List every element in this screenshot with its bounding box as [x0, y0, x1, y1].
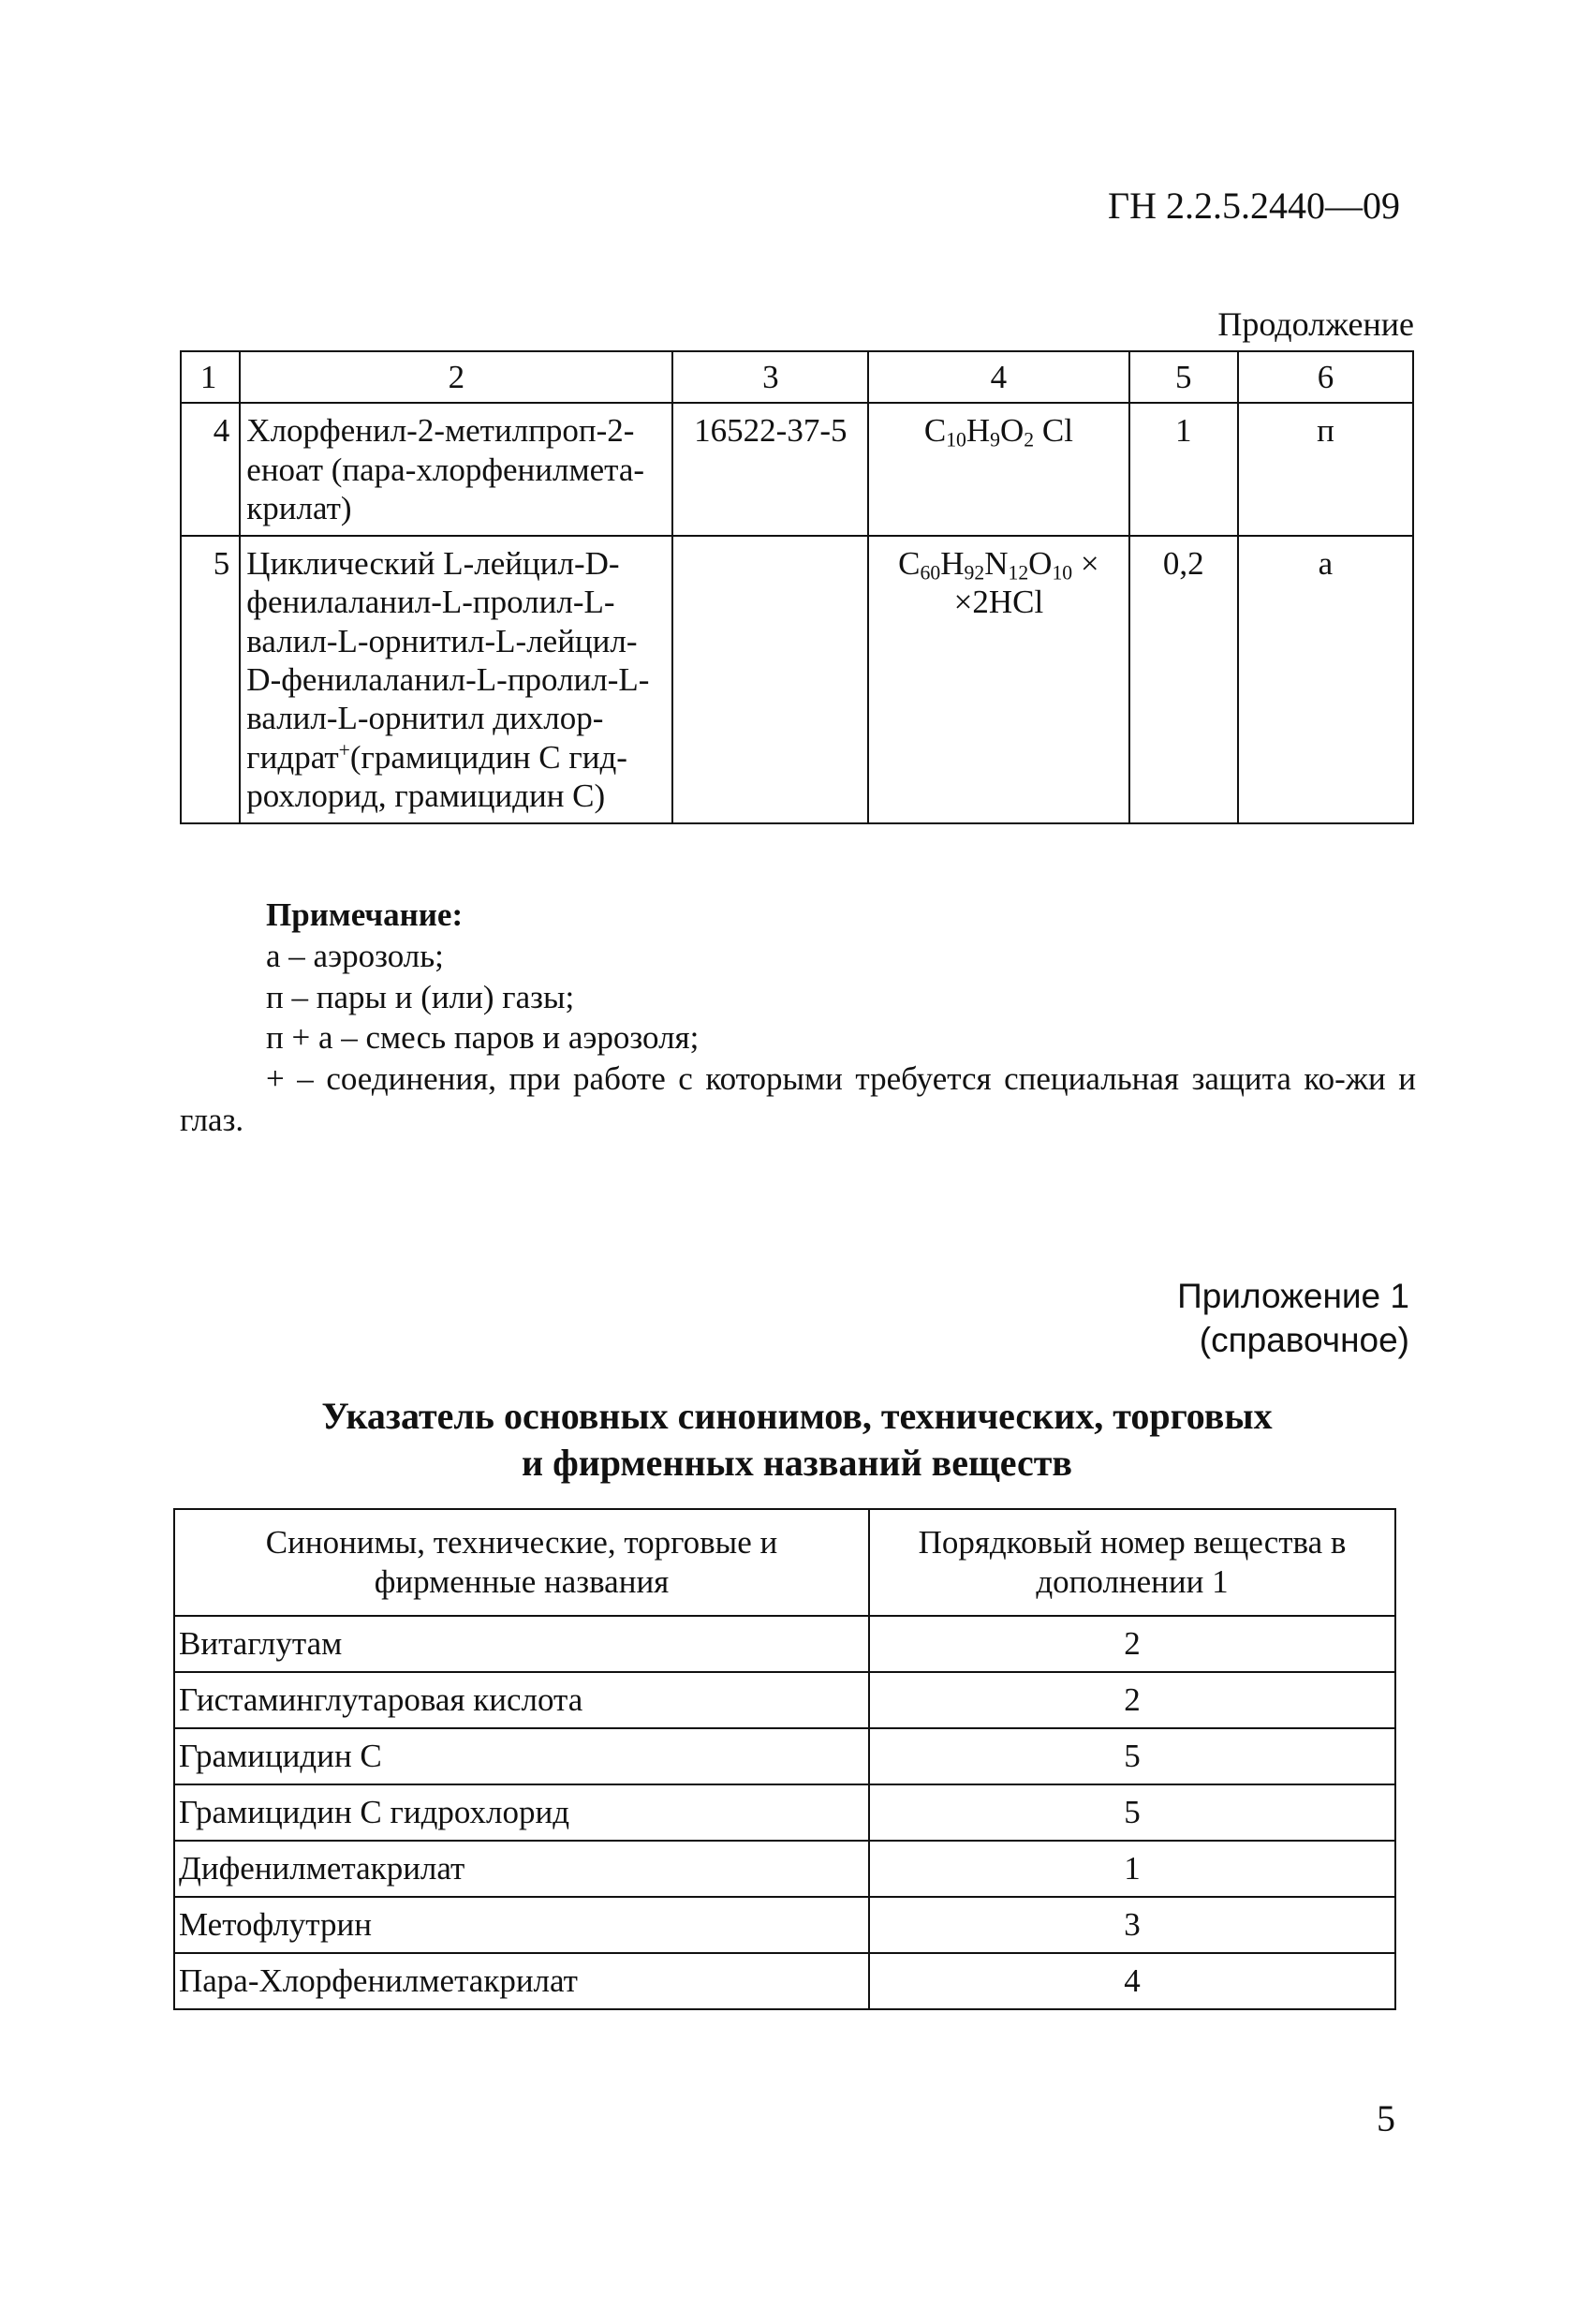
limit-value: 1: [1129, 403, 1238, 536]
aggregate-state: п: [1238, 403, 1413, 536]
note-item: + – соединения, при работе с которыми требуется специальная защита ко-жи и глаз.: [180, 1060, 1416, 1138]
substance-name-synonyms: (грамицидин С гид-рохлорид, грамицидин С): [246, 738, 627, 814]
column-header: 6: [1238, 351, 1413, 403]
table-row: [181, 403, 1413, 536]
synonyms-index-table: [173, 1508, 1396, 2010]
table-row: [181, 536, 1413, 823]
index-row: [174, 1784, 1395, 1841]
column-header: 5: [1129, 351, 1238, 403]
synonym-name: Витаглутам: [174, 1616, 869, 1672]
substance-number: 2: [869, 1616, 1395, 1672]
appendix-number: Приложение 1: [1177, 1277, 1409, 1315]
aggregate-state: а: [1238, 536, 1413, 823]
synonym-name: Грамицидин С: [174, 1728, 869, 1784]
row-number: 5: [181, 536, 240, 823]
notes-title: Примечание:: [266, 896, 464, 933]
index-row: [174, 1953, 1395, 2009]
appendix-label: [1177, 1274, 1409, 1363]
substance-number: 3: [869, 1897, 1395, 1953]
substance-name: Хлорфенил-2-метилпроп-2-еноат (пара-хлорфенилмета-крилат): [240, 403, 672, 536]
chemical-formula: $C_{60}H_{92}N_{12}O_{10} \times \times 2HCl$: [868, 536, 1128, 823]
index-row: [174, 1728, 1395, 1784]
substance-number: 5: [869, 1728, 1395, 1784]
note-item: п – пары и (или) газы;: [266, 978, 575, 1015]
index-header-row: [174, 1509, 1395, 1616]
table-header-row: [181, 351, 1413, 403]
appendix-type: (справочное): [1199, 1321, 1409, 1360]
index-title-line: и фирменных названий веществ: [522, 1442, 1072, 1484]
synonym-name: Грамицидин С гидрохлорид: [174, 1784, 869, 1841]
index-row: [174, 1616, 1395, 1672]
column-header: Порядковый номер вещества в дополнении 1: [869, 1509, 1395, 1616]
continuation-label: Продолжение: [1217, 305, 1414, 343]
substance-number: 5: [869, 1784, 1395, 1841]
column-header: Синонимы, технические, торговые и фирменные названия: [174, 1509, 869, 1616]
substance-number: 2: [869, 1672, 1395, 1728]
index-row: [174, 1841, 1395, 1897]
note-item: а – аэрозоль;: [266, 937, 444, 974]
notes-block: [180, 895, 1416, 1141]
substance-number: 1: [869, 1841, 1395, 1897]
index-row: [174, 1897, 1395, 1953]
index-title-line: Указатель основных синонимов, технических, торговых: [321, 1395, 1273, 1437]
note-item: п + а – смесь паров и аэрозоля;: [266, 1019, 700, 1057]
substance-number: 4: [869, 1953, 1395, 2009]
synonym-name: Метофлутрин: [174, 1897, 869, 1953]
synonym-name: Гистаминглутаровая кислота: [174, 1672, 869, 1728]
column-header: 2: [240, 351, 672, 403]
index-title: [180, 1393, 1414, 1487]
substances-table: [180, 350, 1414, 824]
cas-number: 16522-37-5: [672, 403, 868, 536]
substance-name: [240, 536, 672, 823]
synonym-name: Пара-Хлорфенилметакрилат: [174, 1953, 869, 2009]
index-row: [174, 1672, 1395, 1728]
cas-number: [672, 536, 868, 823]
substance-name-main: Циклический L-лейцил-D-фенилаланил-L-пролил-L-валил-L-орнитил-L-лейцил-D-фенилаланил-L-пролил-L-валил-L-орнитил дихлор-гидрат: [246, 545, 650, 776]
column-header: 3: [672, 351, 868, 403]
column-header: 1: [181, 351, 240, 403]
skin-protection-mark: +: [338, 738, 350, 762]
page-number: 5: [1377, 2097, 1395, 2139]
column-header: 4: [868, 351, 1128, 403]
row-number: 4: [181, 403, 240, 536]
synonym-name: Дифенилметакрилат: [174, 1841, 869, 1897]
chemical-formula: $C_{10}H_9O_2$ Cl: [868, 403, 1128, 536]
limit-value: 0,2: [1129, 536, 1238, 823]
document-code: ГН 2.2.5.2440—09: [1107, 185, 1400, 227]
